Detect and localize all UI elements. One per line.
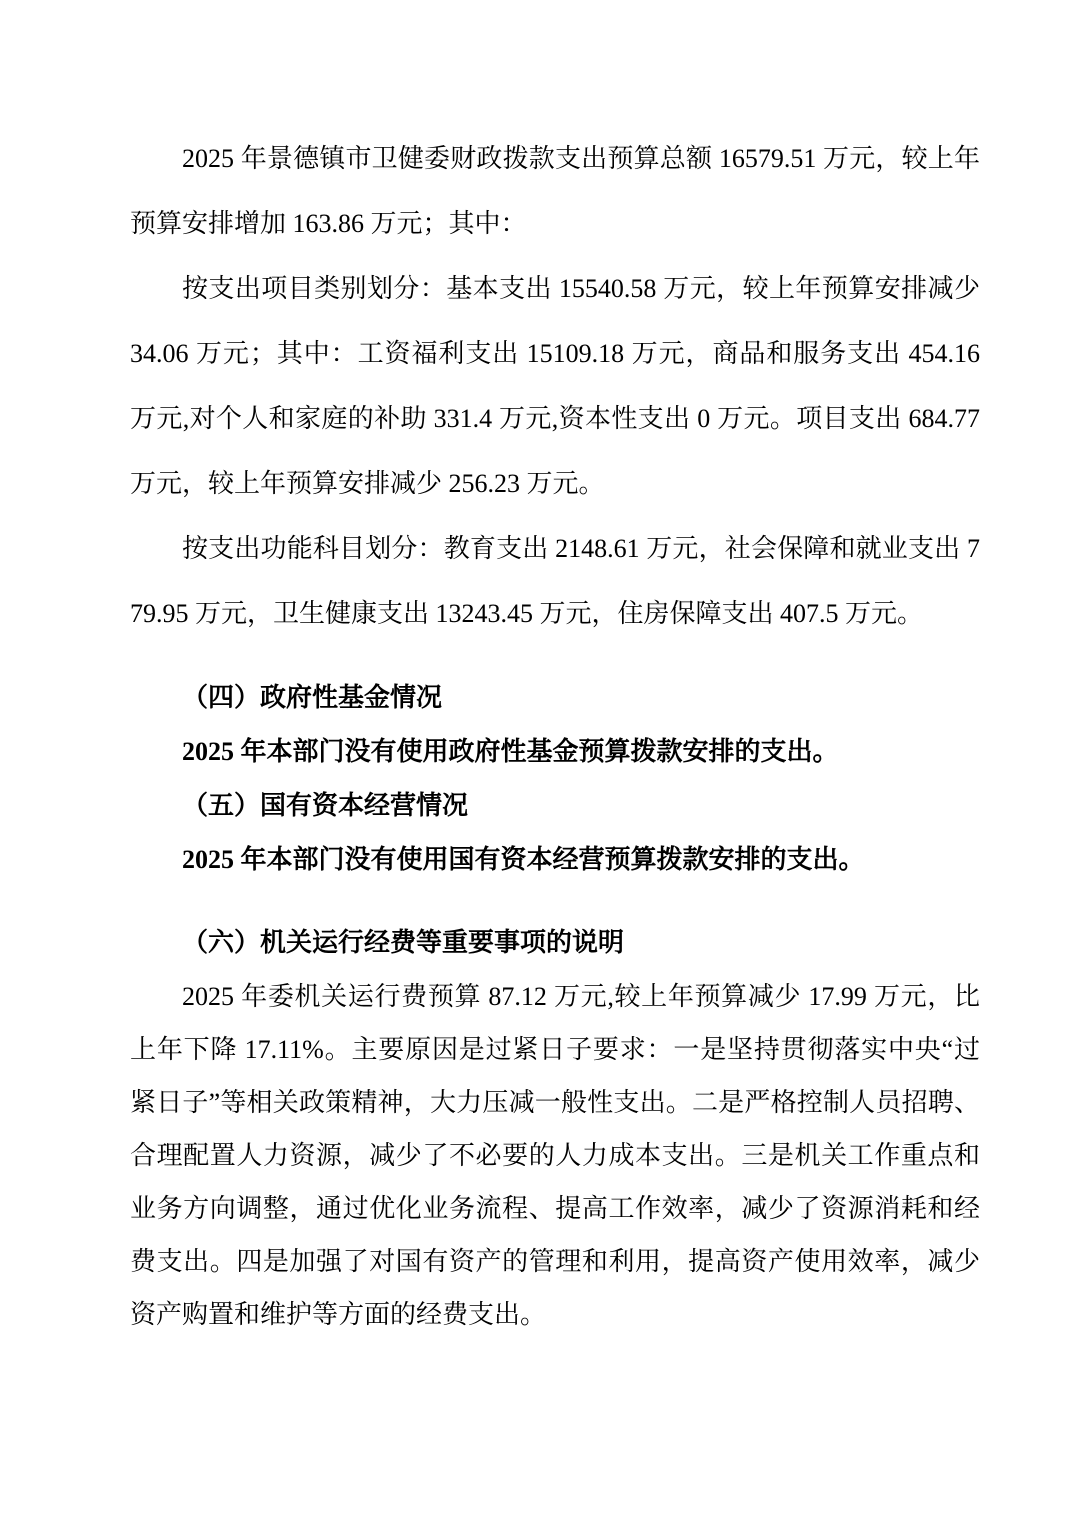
government-funds-and-state-capital-section — [130, 671, 980, 887]
expenditure-by-function-paragraph: 按支出功能科目划分：教育支出 2148.61 万元，社会保障和就业支出 779.95 万元，卫生健康支出 13243.45 万元，住房保障支出 407.5 万元。 — [130, 534, 980, 628]
operating-expenses-section — [130, 916, 980, 1341]
expenditure-by-category-paragraph: 按支出项目类别划分：基本支出 15540.58 万元，较上年预算安排减少 34.06 万元；其中：工资福利支出 15109.18 万元，商品和服务支出 454.16 万元,对个人和家庭的补助 331.4 万元,资本性支出 0 万元。项目支出 684.77 万元，较上年预算安排减少 256.23 万元。 — [130, 274, 980, 498]
section-5-state-capital-heading: （五）国有资本经营情况 — [182, 791, 469, 820]
budget-overview-section — [130, 126, 980, 646]
section-6-operating-expenses-heading: （六）机关运行经费等重要事项的说明 — [182, 928, 625, 957]
section-4-government-funds-heading: （四）政府性基金情况 — [182, 683, 443, 712]
section-5-state-capital-body: 2025 年本部门没有使用国有资本经营预算拨款安排的支出。 — [182, 845, 865, 874]
section-4-government-funds-body: 2025 年本部门没有使用政府性基金预算拨款安排的支出。 — [182, 737, 839, 766]
section-6-operating-expenses-body: 2025 年委机关运行费预算 87.12 万元,较上年预算减少 17.99 万元，比上年下降 17.11%。主要原因是过紧日子要求：一是坚持贯彻落实中央“过紧日子”等相关政策精神，大力压减一般性支出。二是严格控制人员招聘、合理配置人力资源，减少了不必要的人力成本支出。三是机关工作重点和业务方向调整，通过优化业务流程、提高工作效率，减少了资源消耗和经费支出。四是加强了对国有资产的管理和利用，提高资产使用效率，减少资产购置和维护等方面的经费支出。 — [130, 982, 980, 1329]
total-budget-paragraph: 2025 年景德镇市卫健委财政拨款支出预算总额 16579.51 万元，较上年预算安排增加 163.86 万元；其中： — [130, 144, 980, 238]
